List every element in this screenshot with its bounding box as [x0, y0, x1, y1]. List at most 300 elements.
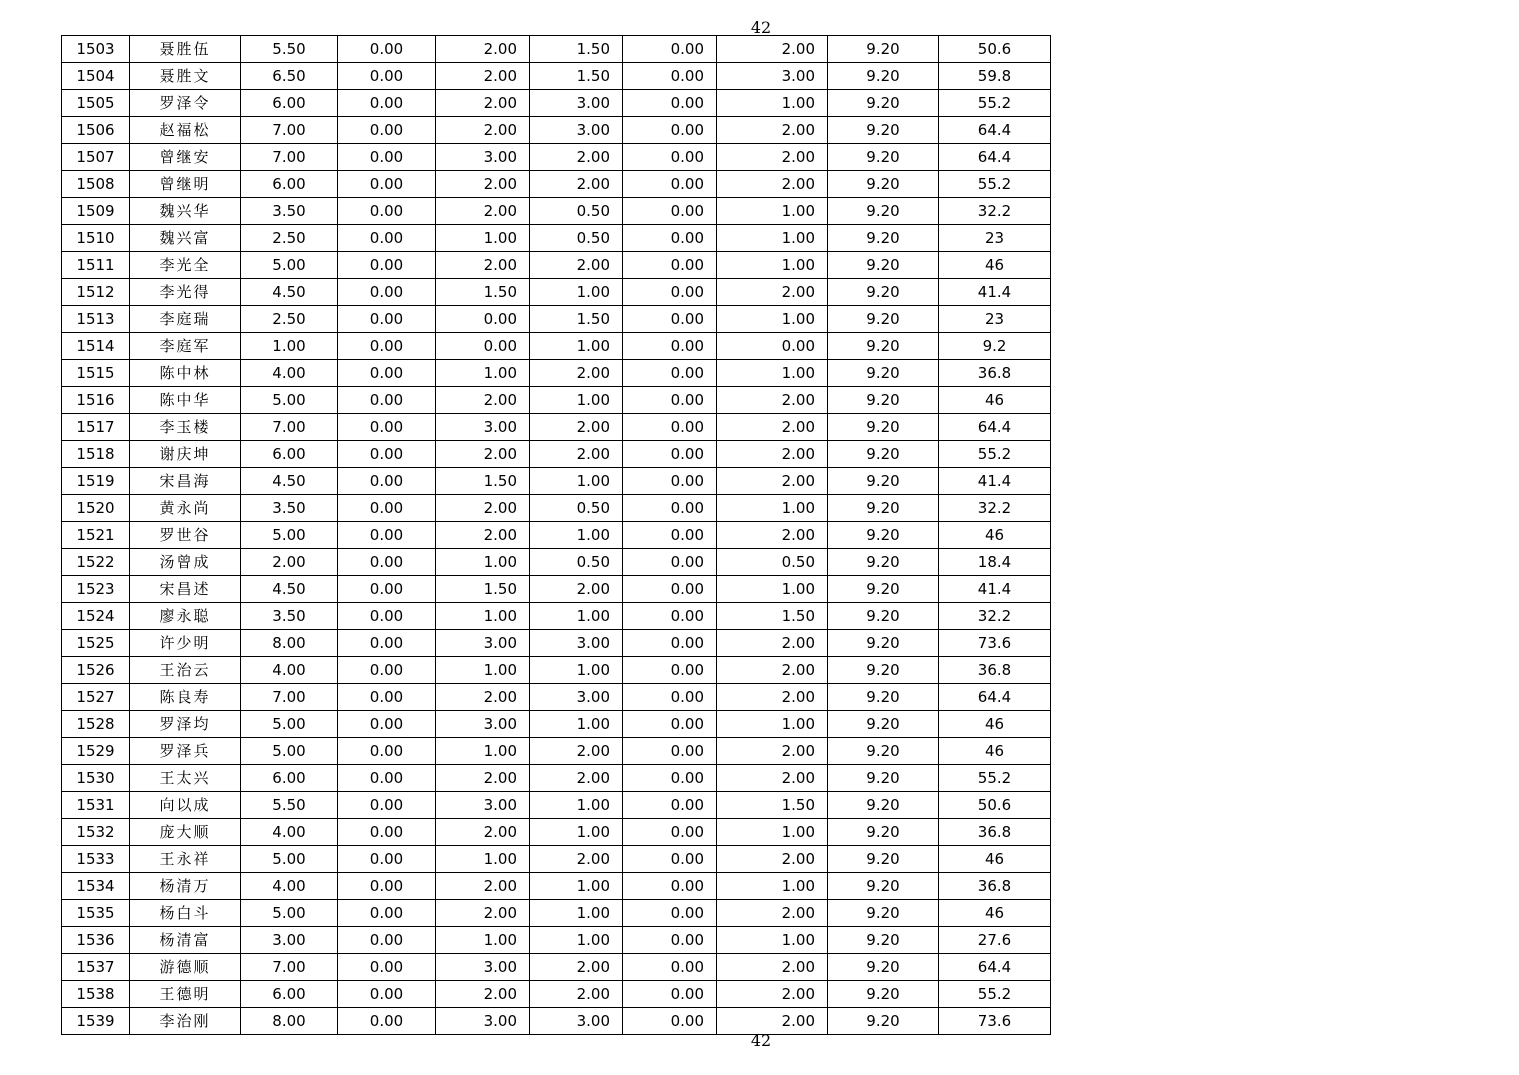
name-cell: 王德明 [130, 981, 241, 1008]
value-cell: 0.00 [623, 225, 717, 252]
name-cell: 李庭瑞 [130, 306, 241, 333]
total-cell: 32.2 [939, 198, 1051, 225]
value-cell: 1.00 [436, 225, 530, 252]
value-cell: 2.00 [717, 522, 828, 549]
row-id-cell: 1516 [62, 387, 130, 414]
value-cell: 2.00 [717, 1008, 828, 1035]
value-cell: 2.00 [530, 252, 623, 279]
table-row [62, 387, 1051, 414]
name-cell: 向以成 [130, 792, 241, 819]
name-cell: 游德顺 [130, 954, 241, 981]
value-cell: 0.00 [623, 819, 717, 846]
value-cell: 0.50 [717, 549, 828, 576]
value-cell: 3.00 [436, 414, 530, 441]
value-cell: 1.00 [530, 792, 623, 819]
value-cell: 0.00 [338, 522, 436, 549]
total-cell: 50.6 [939, 792, 1051, 819]
rate-cell: 9.20 [828, 279, 939, 306]
value-cell: 0.00 [338, 414, 436, 441]
name-cell: 王太兴 [130, 765, 241, 792]
total-cell: 55.2 [939, 981, 1051, 1008]
name-cell: 曾继明 [130, 171, 241, 198]
value-cell: 7.00 [241, 117, 338, 144]
value-cell: 1.00 [530, 387, 623, 414]
value-cell: 0.00 [623, 306, 717, 333]
value-cell: 2.00 [717, 387, 828, 414]
value-cell: 2.00 [717, 738, 828, 765]
rate-cell: 9.20 [828, 387, 939, 414]
value-cell: 0.00 [338, 441, 436, 468]
value-cell: 0.00 [623, 549, 717, 576]
row-id-cell: 1513 [62, 306, 130, 333]
value-cell: 2.00 [717, 171, 828, 198]
value-cell: 1.00 [530, 279, 623, 306]
value-cell: 2.00 [717, 981, 828, 1008]
value-cell: 0.00 [623, 765, 717, 792]
value-cell: 2.00 [436, 90, 530, 117]
row-id-cell: 1539 [62, 1008, 130, 1035]
value-cell: 0.00 [623, 144, 717, 171]
value-cell: 2.00 [717, 414, 828, 441]
page-number-top: 42 [750, 18, 772, 37]
row-id-cell: 1524 [62, 603, 130, 630]
total-cell: 55.2 [939, 90, 1051, 117]
value-cell: 2.00 [436, 387, 530, 414]
rate-cell: 9.20 [828, 144, 939, 171]
value-cell: 0.00 [338, 900, 436, 927]
value-cell: 0.00 [623, 954, 717, 981]
value-cell: 0.00 [338, 360, 436, 387]
total-cell: 46 [939, 387, 1051, 414]
total-cell: 55.2 [939, 441, 1051, 468]
rate-cell: 9.20 [828, 1008, 939, 1035]
total-cell: 41.4 [939, 576, 1051, 603]
name-cell: 杨白斗 [130, 900, 241, 927]
rate-cell: 9.20 [828, 117, 939, 144]
value-cell: 3.00 [436, 954, 530, 981]
page-number-bottom: 42 [750, 1031, 772, 1050]
table-row [62, 819, 1051, 846]
name-cell: 李治刚 [130, 1008, 241, 1035]
value-cell: 4.50 [241, 576, 338, 603]
table-row [62, 360, 1051, 387]
table-row [62, 414, 1051, 441]
value-cell: 0.00 [623, 117, 717, 144]
row-id-cell: 1526 [62, 657, 130, 684]
value-cell: 6.00 [241, 441, 338, 468]
value-cell: 6.50 [241, 63, 338, 90]
value-cell: 0.00 [623, 414, 717, 441]
value-cell: 1.50 [436, 279, 530, 306]
table-row [62, 657, 1051, 684]
value-cell: 1.00 [717, 90, 828, 117]
name-cell: 魏兴华 [130, 198, 241, 225]
name-cell: 李光得 [130, 279, 241, 306]
name-cell: 罗泽兵 [130, 738, 241, 765]
value-cell: 5.00 [241, 846, 338, 873]
value-cell: 2.00 [530, 144, 623, 171]
row-id-cell: 1518 [62, 441, 130, 468]
name-cell: 王治云 [130, 657, 241, 684]
total-cell: 46 [939, 846, 1051, 873]
value-cell: 2.00 [717, 117, 828, 144]
rate-cell: 9.20 [828, 927, 939, 954]
value-cell: 0.00 [338, 63, 436, 90]
value-cell: 2.00 [436, 684, 530, 711]
value-cell: 0.00 [623, 1008, 717, 1035]
value-cell: 3.00 [530, 1008, 623, 1035]
total-cell: 64.4 [939, 117, 1051, 144]
value-cell: 0.00 [338, 576, 436, 603]
name-cell: 李光全 [130, 252, 241, 279]
rate-cell: 9.20 [828, 981, 939, 1008]
value-cell: 2.50 [241, 306, 338, 333]
value-cell: 1.50 [717, 792, 828, 819]
value-cell: 2.00 [530, 414, 623, 441]
table-row [62, 846, 1051, 873]
total-cell: 36.8 [939, 819, 1051, 846]
rate-cell: 9.20 [828, 306, 939, 333]
value-cell: 1.00 [717, 819, 828, 846]
rate-cell: 9.20 [828, 522, 939, 549]
value-cell: 1.00 [436, 360, 530, 387]
table-row [62, 468, 1051, 495]
row-id-cell: 1517 [62, 414, 130, 441]
value-cell: 1.50 [436, 468, 530, 495]
table-row [62, 36, 1051, 63]
table-row [62, 873, 1051, 900]
value-cell: 1.50 [530, 306, 623, 333]
value-cell: 2.00 [530, 441, 623, 468]
value-cell: 0.50 [530, 198, 623, 225]
total-cell: 41.4 [939, 468, 1051, 495]
value-cell: 2.00 [436, 441, 530, 468]
value-cell: 2.00 [436, 36, 530, 63]
total-cell: 32.2 [939, 603, 1051, 630]
total-cell: 55.2 [939, 765, 1051, 792]
value-cell: 1.50 [436, 576, 530, 603]
value-cell: 0.00 [338, 630, 436, 657]
value-cell: 0.00 [623, 900, 717, 927]
row-id-cell: 1529 [62, 738, 130, 765]
total-cell: 23 [939, 225, 1051, 252]
row-id-cell: 1534 [62, 873, 130, 900]
value-cell: 0.50 [530, 495, 623, 522]
value-cell: 1.00 [530, 657, 623, 684]
value-cell: 2.00 [436, 981, 530, 1008]
name-cell: 罗泽均 [130, 711, 241, 738]
value-cell: 1.00 [717, 873, 828, 900]
value-cell: 2.00 [717, 36, 828, 63]
table-row [62, 603, 1051, 630]
table-row [62, 495, 1051, 522]
value-cell: 0.00 [623, 36, 717, 63]
table-row [62, 711, 1051, 738]
rate-cell: 9.20 [828, 171, 939, 198]
table-row [62, 684, 1051, 711]
value-cell: 0.00 [338, 387, 436, 414]
name-cell: 谢庆坤 [130, 441, 241, 468]
value-cell: 6.00 [241, 171, 338, 198]
data-table [61, 35, 1051, 1035]
table-row [62, 630, 1051, 657]
row-id-cell: 1507 [62, 144, 130, 171]
value-cell: 7.00 [241, 684, 338, 711]
table-row [62, 522, 1051, 549]
value-cell: 0.00 [623, 630, 717, 657]
row-id-cell: 1538 [62, 981, 130, 1008]
value-cell: 5.00 [241, 711, 338, 738]
value-cell: 2.00 [436, 873, 530, 900]
value-cell: 0.00 [436, 306, 530, 333]
value-cell: 4.00 [241, 657, 338, 684]
value-cell: 2.00 [436, 495, 530, 522]
rate-cell: 9.20 [828, 549, 939, 576]
value-cell: 0.00 [338, 549, 436, 576]
value-cell: 1.00 [717, 576, 828, 603]
rate-cell: 9.20 [828, 576, 939, 603]
value-cell: 5.00 [241, 900, 338, 927]
value-cell: 1.00 [530, 873, 623, 900]
value-cell: 5.00 [241, 738, 338, 765]
value-cell: 7.00 [241, 144, 338, 171]
value-cell: 5.50 [241, 792, 338, 819]
value-cell: 4.00 [241, 819, 338, 846]
value-cell: 0.00 [623, 360, 717, 387]
value-cell: 0.00 [338, 36, 436, 63]
value-cell: 0.00 [338, 873, 436, 900]
total-cell: 46 [939, 252, 1051, 279]
value-cell: 0.00 [338, 468, 436, 495]
row-id-cell: 1533 [62, 846, 130, 873]
table-body [62, 36, 1051, 1035]
name-cell: 廖永聪 [130, 603, 241, 630]
value-cell: 1.00 [717, 927, 828, 954]
value-cell: 2.00 [717, 684, 828, 711]
value-cell: 2.50 [241, 225, 338, 252]
value-cell: 3.00 [717, 63, 828, 90]
name-cell: 宋昌述 [130, 576, 241, 603]
value-cell: 0.00 [623, 981, 717, 1008]
table-row [62, 90, 1051, 117]
rate-cell: 9.20 [828, 738, 939, 765]
rate-cell: 9.20 [828, 873, 939, 900]
table-row [62, 279, 1051, 306]
value-cell: 2.00 [530, 954, 623, 981]
value-cell: 5.00 [241, 387, 338, 414]
row-id-cell: 1525 [62, 630, 130, 657]
table-row [62, 765, 1051, 792]
value-cell: 2.00 [717, 144, 828, 171]
value-cell: 1.00 [436, 603, 530, 630]
table-row [62, 198, 1051, 225]
table-row [62, 738, 1051, 765]
table-row [62, 171, 1051, 198]
name-cell: 庞大顺 [130, 819, 241, 846]
rate-cell: 9.20 [828, 819, 939, 846]
row-id-cell: 1506 [62, 117, 130, 144]
value-cell: 0.00 [338, 684, 436, 711]
value-cell: 1.50 [530, 36, 623, 63]
value-cell: 0.00 [338, 306, 436, 333]
value-cell: 2.00 [436, 198, 530, 225]
row-id-cell: 1532 [62, 819, 130, 846]
rate-cell: 9.20 [828, 441, 939, 468]
value-cell: 3.00 [436, 144, 530, 171]
row-id-cell: 1508 [62, 171, 130, 198]
table-row [62, 1008, 1051, 1035]
value-cell: 0.00 [338, 819, 436, 846]
value-cell: 1.00 [717, 306, 828, 333]
total-cell: 32.2 [939, 495, 1051, 522]
value-cell: 0.00 [338, 333, 436, 360]
value-cell: 3.00 [241, 927, 338, 954]
table-row [62, 117, 1051, 144]
value-cell: 2.00 [436, 522, 530, 549]
value-cell: 0.00 [338, 279, 436, 306]
value-cell: 1.00 [530, 927, 623, 954]
value-cell: 2.00 [530, 981, 623, 1008]
value-cell: 4.00 [241, 873, 338, 900]
value-cell: 3.00 [530, 630, 623, 657]
value-cell: 1.00 [717, 360, 828, 387]
rate-cell: 9.20 [828, 711, 939, 738]
name-cell: 许少明 [130, 630, 241, 657]
value-cell: 0.00 [623, 90, 717, 117]
name-cell: 曾继安 [130, 144, 241, 171]
total-cell: 46 [939, 711, 1051, 738]
value-cell: 1.00 [530, 711, 623, 738]
name-cell: 杨清万 [130, 873, 241, 900]
value-cell: 7.00 [241, 954, 338, 981]
value-cell: 0.00 [623, 738, 717, 765]
name-cell: 聂胜伍 [130, 36, 241, 63]
value-cell: 1.00 [530, 603, 623, 630]
rate-cell: 9.20 [828, 36, 939, 63]
value-cell: 5.00 [241, 522, 338, 549]
total-cell: 36.8 [939, 360, 1051, 387]
rate-cell: 9.20 [828, 414, 939, 441]
value-cell: 0.00 [623, 846, 717, 873]
value-cell: 2.00 [436, 765, 530, 792]
rate-cell: 9.20 [828, 468, 939, 495]
name-cell: 李庭军 [130, 333, 241, 360]
table-row [62, 549, 1051, 576]
name-cell: 汤曾成 [130, 549, 241, 576]
value-cell: 0.50 [530, 225, 623, 252]
value-cell: 3.00 [436, 792, 530, 819]
value-cell: 2.00 [717, 846, 828, 873]
row-id-cell: 1520 [62, 495, 130, 522]
value-cell: 2.00 [717, 765, 828, 792]
value-cell: 0.00 [623, 63, 717, 90]
total-cell: 64.4 [939, 144, 1051, 171]
rate-cell: 9.20 [828, 603, 939, 630]
value-cell: 6.00 [241, 765, 338, 792]
value-cell: 0.00 [338, 252, 436, 279]
row-id-cell: 1531 [62, 792, 130, 819]
row-id-cell: 1527 [62, 684, 130, 711]
name-cell: 陈良寿 [130, 684, 241, 711]
rate-cell: 9.20 [828, 900, 939, 927]
name-cell: 宋昌海 [130, 468, 241, 495]
name-cell: 聂胜文 [130, 63, 241, 90]
rate-cell: 9.20 [828, 90, 939, 117]
value-cell: 2.00 [717, 441, 828, 468]
value-cell: 0.00 [623, 684, 717, 711]
row-id-cell: 1535 [62, 900, 130, 927]
rate-cell: 9.20 [828, 252, 939, 279]
value-cell: 3.00 [530, 684, 623, 711]
table-row [62, 306, 1051, 333]
total-cell: 18.4 [939, 549, 1051, 576]
value-cell: 3.00 [530, 90, 623, 117]
value-cell: 0.00 [623, 441, 717, 468]
value-cell: 0.00 [338, 90, 436, 117]
value-cell: 8.00 [241, 1008, 338, 1035]
value-cell: 2.00 [717, 468, 828, 495]
value-cell: 2.00 [530, 576, 623, 603]
value-cell: 0.00 [623, 387, 717, 414]
value-cell: 0.00 [623, 333, 717, 360]
value-cell: 0.00 [623, 711, 717, 738]
name-cell: 陈中林 [130, 360, 241, 387]
total-cell: 50.6 [939, 36, 1051, 63]
table-row [62, 441, 1051, 468]
row-id-cell: 1509 [62, 198, 130, 225]
value-cell: 2.00 [717, 630, 828, 657]
name-cell: 王永祥 [130, 846, 241, 873]
table-row [62, 144, 1051, 171]
table-row [62, 225, 1051, 252]
row-id-cell: 1519 [62, 468, 130, 495]
value-cell: 0.00 [623, 576, 717, 603]
name-cell: 罗世谷 [130, 522, 241, 549]
value-cell: 0.00 [338, 765, 436, 792]
total-cell: 73.6 [939, 1008, 1051, 1035]
rate-cell: 9.20 [828, 684, 939, 711]
name-cell: 魏兴富 [130, 225, 241, 252]
value-cell: 1.00 [530, 522, 623, 549]
value-cell: 0.00 [338, 927, 436, 954]
value-cell: 3.00 [436, 630, 530, 657]
value-cell: 0.00 [623, 468, 717, 495]
table-row [62, 954, 1051, 981]
name-cell: 李玉楼 [130, 414, 241, 441]
row-id-cell: 1504 [62, 63, 130, 90]
value-cell: 1.00 [530, 819, 623, 846]
value-cell: 2.00 [717, 900, 828, 927]
value-cell: 0.50 [530, 549, 623, 576]
total-cell: 36.8 [939, 873, 1051, 900]
total-cell: 59.8 [939, 63, 1051, 90]
table-row [62, 900, 1051, 927]
table-row [62, 981, 1051, 1008]
value-cell: 2.00 [436, 117, 530, 144]
value-cell: 1.00 [436, 927, 530, 954]
total-cell: 27.6 [939, 927, 1051, 954]
total-cell: 64.4 [939, 684, 1051, 711]
value-cell: 2.00 [530, 846, 623, 873]
value-cell: 4.50 [241, 279, 338, 306]
total-cell: 9.2 [939, 333, 1051, 360]
value-cell: 1.00 [717, 252, 828, 279]
value-cell: 0.00 [623, 522, 717, 549]
value-cell: 0.00 [623, 603, 717, 630]
table-row [62, 333, 1051, 360]
row-id-cell: 1511 [62, 252, 130, 279]
rate-cell: 9.20 [828, 954, 939, 981]
